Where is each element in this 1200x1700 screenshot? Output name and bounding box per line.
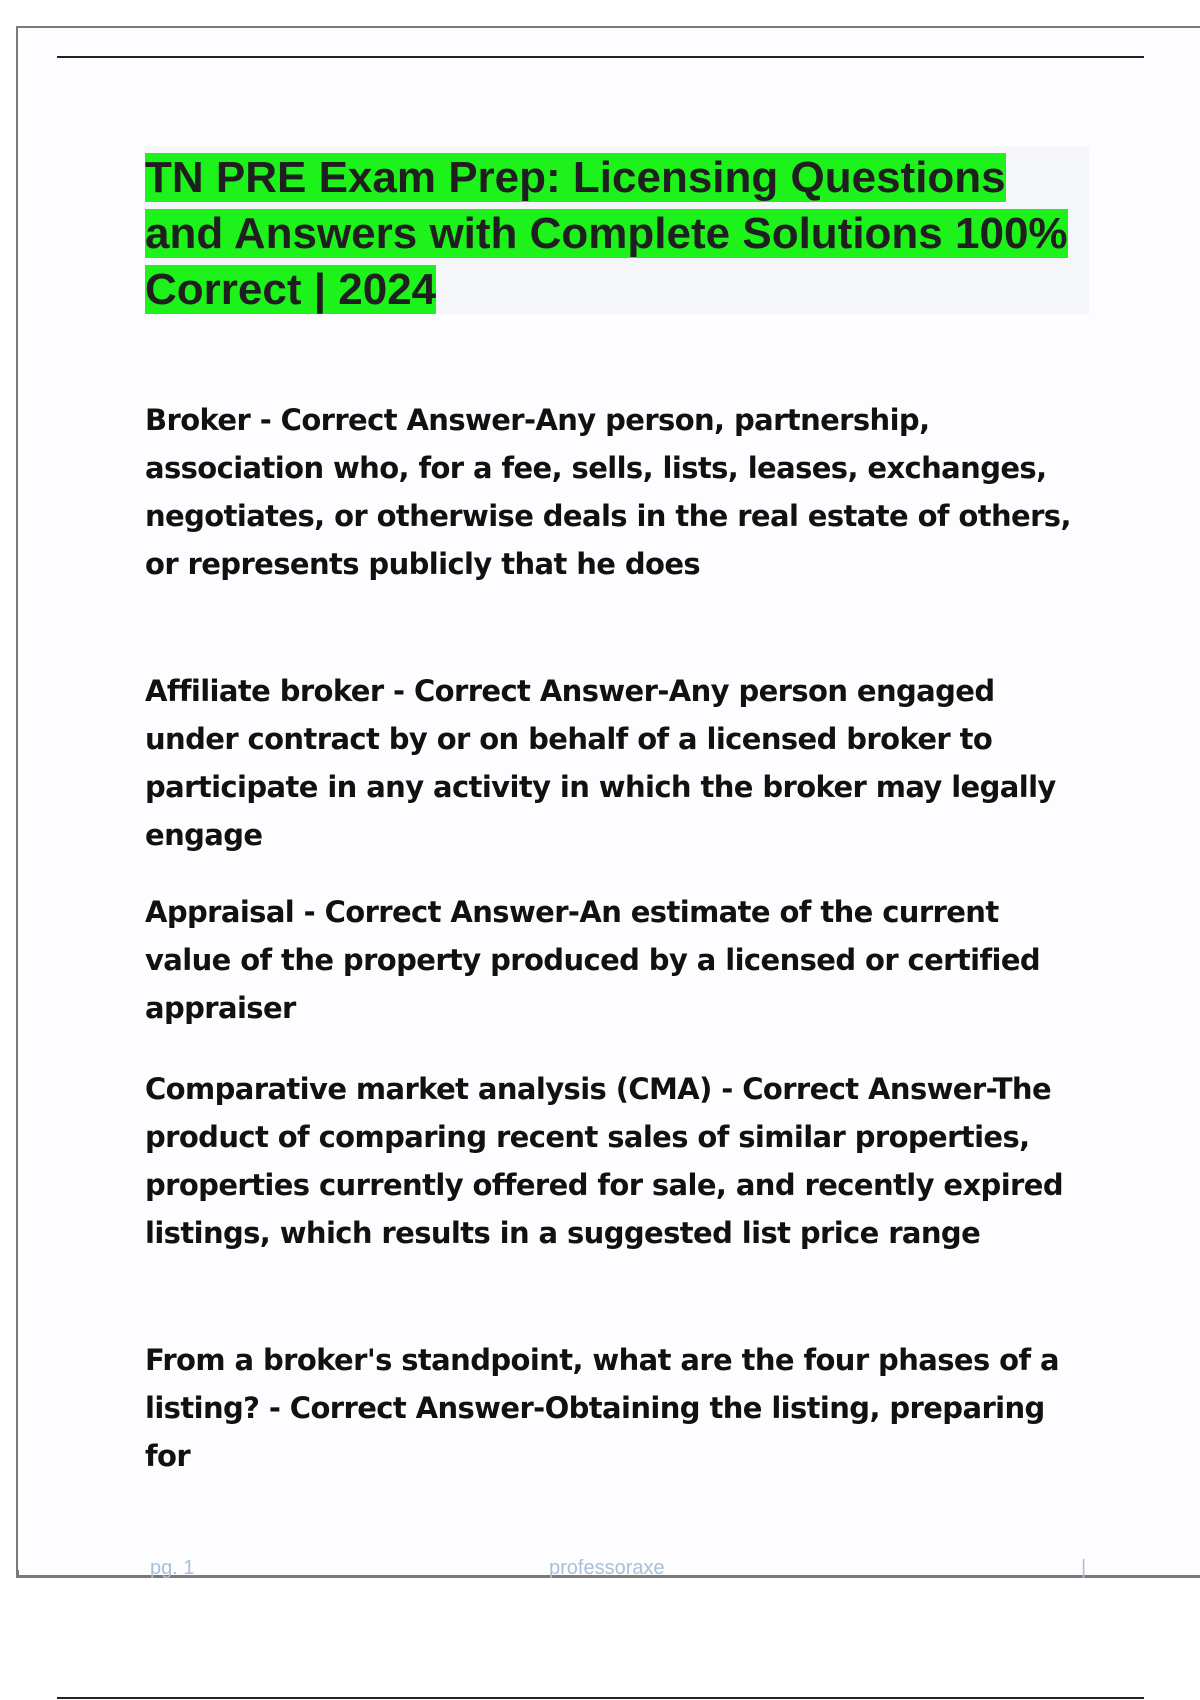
footer-author: professoraxe [549,1557,665,1579]
qa-entry-cma: Comparative market analysis (CMA) - Correct Answer-The product of comparing recent sales of similar properties, properties currently offered for sale, and recently expired listings, which results in a suggested list price range [145,1072,1063,1250]
qa-entry-broker: Broker - Correct Answer-Any person, partnership, association who, for a fee, sells, lists, leases, exchanges, negotiates, or otherwise deals in the real estate of others, or represents publicly that he does [145,403,1071,581]
bottom-divider [57,1697,1144,1699]
qa-entry-listing-phases: From a broker's standpoint, what are the four phases of a listing? - Correct Answer-Obtaining the listing, preparing for [145,1343,1059,1473]
footer-page-number: pg. 1 [150,1557,195,1579]
footer-mark: | [1081,1557,1087,1579]
qa-entry-appraisal: Appraisal - Correct Answer-An estimate of the current value of the property produced by a licensed or certified appraiser [145,895,1041,1025]
title-highlight: TN PRE Exam Prep: Licensing Questions and Answers with Complete Solutions 100% Correct | 2024 [145,153,1068,314]
document-title [145,150,1089,318]
qa-entry-affiliate-broker: Affiliate broker - Correct Answer-Any person engaged under contract by or on behalf of a licensed broker to participate in any activity in which the broker may legally engage [145,674,1056,852]
top-divider [57,56,1144,58]
